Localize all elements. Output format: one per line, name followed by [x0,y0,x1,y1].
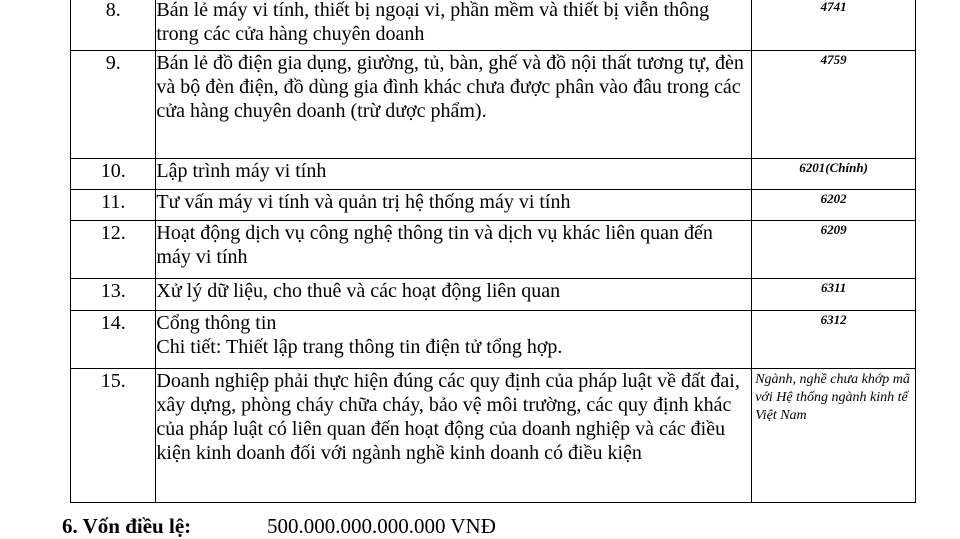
row-number: 12. [71,221,156,279]
row-code-note: Ngành, nghề chưa khớp mã với Hệ thống ngành kinh tế Việt Nam [752,369,916,503]
row-code: 6209 [752,221,916,279]
row-description: Bán lẻ đồ điện gia dụng, giường, tủ, bàn, ghế và đồ nội thất tương tự, đèn và bộ đèn điện, đồ dùng gia đình khác chưa được phân vào đâu trong các cửa hàng chuyên doanh (trừ dược phẩm). [156,51,752,159]
table-row [71,190,916,221]
row-description: Lập trình máy vi tính [156,159,752,190]
row-number: 14. [71,311,156,369]
row-code: 6201(Chính) [752,159,916,190]
row-number: 11. [71,190,156,221]
table-row [71,311,916,369]
charter-capital-value: 500.000.000.000.000 VNĐ [267,514,496,538]
row-number: 13. [71,279,156,311]
table-row [71,159,916,190]
row-code: 4759 [752,51,916,159]
row-code: 4741 [752,0,916,51]
table-row [71,279,916,311]
row-description [156,311,752,369]
business-lines-table [70,0,916,503]
row-description: Xử lý dữ liệu, cho thuê và các hoạt động liên quan [156,279,752,311]
row-description: Tư vấn máy vi tính và quản trị hệ thống máy vi tính [156,190,752,221]
row-number: 15. [71,369,156,503]
table-row [71,0,916,51]
table-row [71,369,916,503]
row-description-line: Cổng thông tin [156,312,277,334]
charter-capital-label: 6. Vốn điều lệ: [62,514,192,538]
row-description-detail: Chi tiết: Thiết lập trang thông tin điện tử tổng hợp. [156,336,563,358]
row-code: 6312 [752,311,916,369]
row-number: 10. [71,159,156,190]
row-code: 6311 [752,279,916,311]
row-description: Doanh nghiệp phải thực hiện đúng các quy định của pháp luật về đất đai, xây dựng, phòng cháy chữa cháy, bảo vệ môi trường, các quy định khác của pháp luật có liên quan đến hoạt động của doanh nghiệp và các điều kiện kinh doanh đối với ngành nghề kinh doanh có điều kiện [156,369,752,503]
row-number: 9. [71,51,156,159]
row-code: 6202 [752,190,916,221]
charter-capital [62,514,496,539]
row-description: Hoạt động dịch vụ công nghệ thông tin và dịch vụ khác liên quan đến máy vi tính [156,221,752,279]
row-description: Bán lẻ máy vi tính, thiết bị ngoại vi, phần mềm và thiết bị viễn thông trong các cửa hàng chuyên doanh [156,0,752,51]
row-number: 8. [71,0,156,51]
table-row [71,221,916,279]
table-row [71,51,916,159]
